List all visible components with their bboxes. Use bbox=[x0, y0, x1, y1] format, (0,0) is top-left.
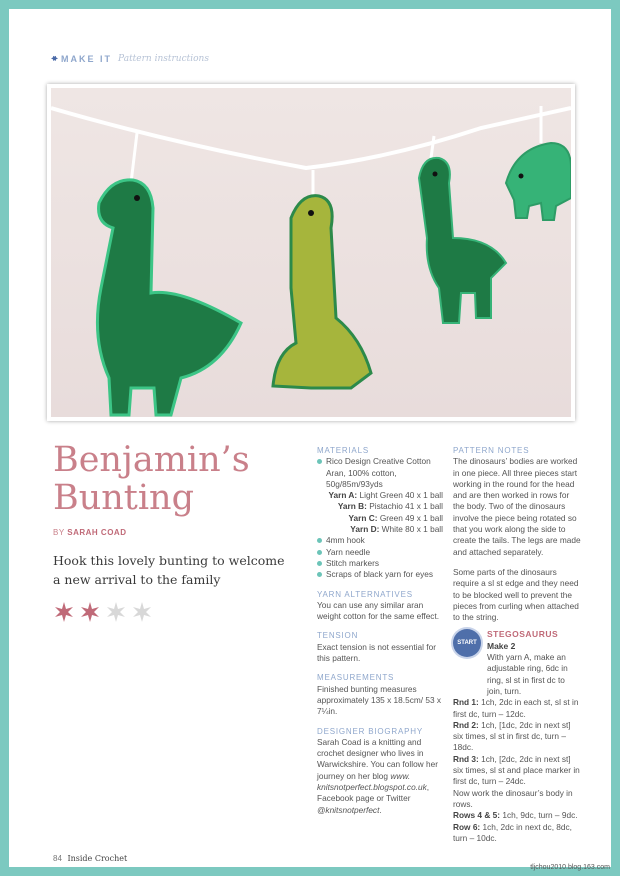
instruction-row: Rnd 2: 1ch, [1dc, 2dc in next st] six times, sl st in first dc, turn – 18dc. bbox=[453, 719, 571, 753]
tension-heading: TENSION bbox=[317, 631, 359, 641]
instruction-row: Rnd 1: 1ch, 2dc in each st, sl st in first dc, turn – 12dc. bbox=[453, 697, 579, 719]
double-arrow-icon: ◂▸ bbox=[51, 53, 56, 64]
instruction-line: With yarn A, make an adjustable ring, 6dc in ring, sl st in first dc to join, turn. bbox=[487, 652, 568, 696]
list-item: Rico Design Creative Cotton Aran, 100% cotton, 50g/85m/93yds bbox=[317, 456, 449, 490]
blog-link[interactable]: www. knitsnotperfect.blogspot.co.uk bbox=[317, 770, 427, 793]
instruction-line: Now work the dinosaur’s body in rows. bbox=[453, 787, 573, 809]
list-item: 4mm hook bbox=[317, 535, 449, 546]
stegosaurus-heading: STEGOSAURUS bbox=[487, 629, 559, 640]
list-item: Yarn B: Pistachio 41 x 1 ball bbox=[337, 501, 443, 512]
measurements-heading: MEASUREMENTS bbox=[317, 673, 395, 683]
dinosaur-bunting-photo bbox=[47, 84, 575, 421]
list-item: Yarn C: Green 49 x 1 ball bbox=[348, 512, 443, 523]
star-icon bbox=[79, 601, 101, 623]
designer-text: Sarah Coad is a knitting and crochet designer who lives in Warwickshire. You can follow her journey on her blog www. knitsnotperfect.blogspot.co.uk, Facebook page or Twitter @knitsnotperfect. bbox=[317, 736, 438, 815]
magazine-name: Inside Crochet bbox=[67, 854, 128, 863]
stegosaurus-section bbox=[453, 629, 581, 697]
kicker-main: MAKE IT bbox=[61, 53, 113, 64]
list-item: Yarn A: Light Green 40 x 1 ball bbox=[328, 490, 443, 501]
page-footer bbox=[53, 854, 127, 863]
designer-heading: DESIGNER BIOGRAPHY bbox=[317, 726, 423, 736]
star-icon bbox=[105, 601, 127, 623]
list-item: Yarn D: White 80 x 1 ball bbox=[350, 524, 443, 535]
materials-list bbox=[317, 456, 449, 580]
pattern-column bbox=[453, 445, 581, 844]
watermark: tljchou2010.blog.163.com bbox=[530, 864, 610, 871]
tension-text: Exact tension is not essential for this pattern. bbox=[317, 641, 436, 664]
measurements-text: Finished bunting measures approximately 135 x 18.5cm/ 53 x 7¼in. bbox=[317, 683, 442, 717]
star-icon bbox=[53, 601, 75, 623]
pattern-notes-para-1: The dinosaurs’ bodies are worked in one piece. All three pieces start working in the round for the head and are then worked in rows for the body. Two of the dinosaurs involve the piece being rotated so that you work along the side to create the tails. The legs are made and attached separately. bbox=[453, 456, 581, 557]
magazine-page bbox=[9, 9, 611, 867]
byline-prefix: BY bbox=[53, 528, 65, 537]
materials-column bbox=[317, 445, 449, 816]
list-item: Scraps of black yarn for eyes bbox=[317, 569, 449, 580]
byline-author: SARAH COAD bbox=[67, 528, 127, 537]
difficulty-rating bbox=[53, 601, 153, 623]
photo-illustration bbox=[51, 88, 571, 417]
pattern-notes-heading: PATTERN NOTES bbox=[453, 446, 530, 455]
yarn-alternatives-heading: YARN ALTERNATIVES bbox=[317, 589, 413, 599]
title-line-1: Benjamin’s bbox=[53, 440, 250, 480]
section-kicker bbox=[51, 53, 209, 64]
yarn-alternatives-text: You can use any similar aran weight cotton for the same effect. bbox=[317, 599, 440, 622]
start-badge: START bbox=[453, 629, 481, 657]
byline bbox=[53, 528, 127, 537]
title-line-2: Bunting bbox=[53, 478, 195, 518]
page-number: 84 bbox=[53, 854, 62, 863]
instruction-row: Row 6: 1ch, 2dc in next dc, 8dc, turn – 10dc. bbox=[453, 821, 572, 843]
instruction-row: Rnd 3: 1ch, [2dc, 2dc in next st] six times, sl st and place marker in first dc, turn – 24dc. bbox=[453, 753, 580, 787]
kicker-sub: Pattern instructions bbox=[118, 53, 209, 64]
list-item: Stitch markers bbox=[317, 558, 449, 569]
make-count: Make 2 bbox=[487, 640, 516, 651]
instruction-row: Rows 4 & 5: 1ch, 9dc, turn – 9dc. bbox=[453, 810, 578, 821]
materials-heading: MATERIALS bbox=[317, 446, 369, 455]
pattern-notes-para-2: Some parts of the dinosaurs require a sl st edge and they need to be blocked well to prevent the pieces from curling when attached to the string. bbox=[453, 566, 579, 623]
list-item: Yarn needle bbox=[317, 547, 449, 558]
star-icon bbox=[131, 601, 153, 623]
article-intro: Hook this lovely bunting to welcome a new arrival to the family bbox=[53, 553, 285, 587]
article-title bbox=[53, 441, 293, 517]
twitter-handle[interactable]: @knitsnotperfect bbox=[317, 804, 380, 815]
